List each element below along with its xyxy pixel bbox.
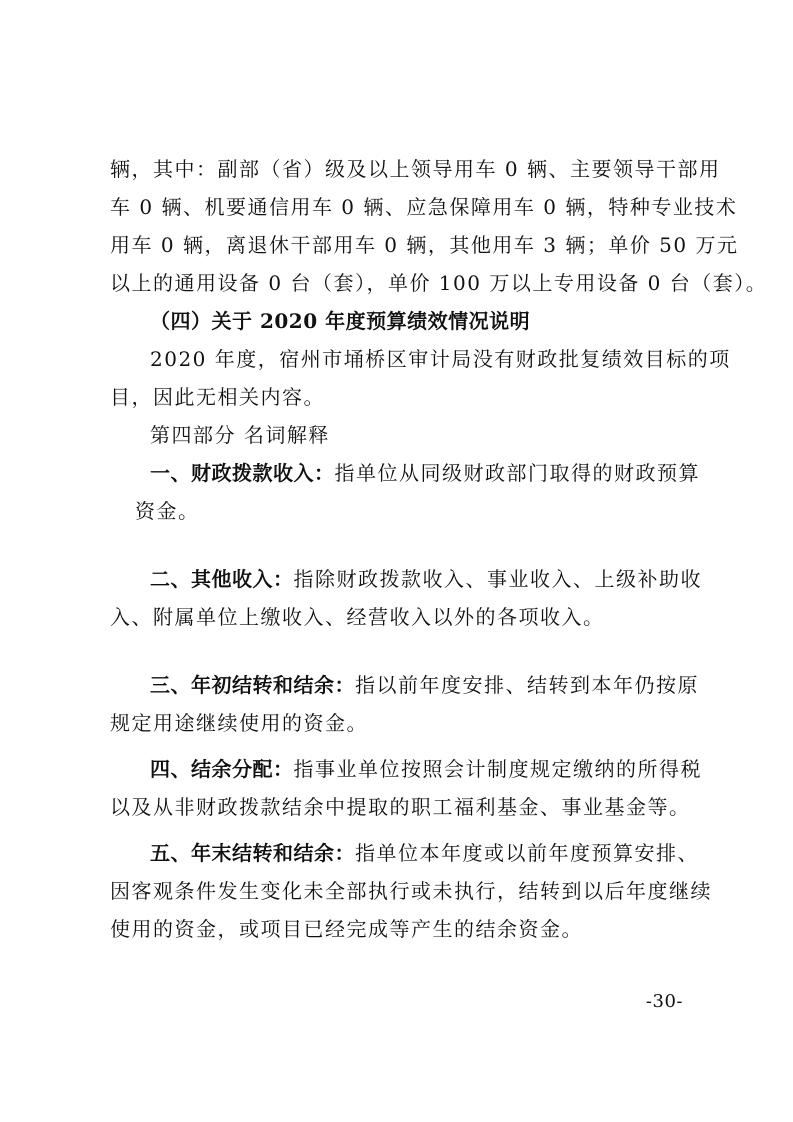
term-first-line [110,454,700,492]
page-number: -30- [645,991,683,1012]
term-definition [110,454,700,530]
term-first-line [110,560,702,598]
term-label: 四、结余分配： [150,757,294,781]
spacer [110,636,694,666]
term-label: 二、其他收入： [150,567,294,591]
paragraph-line: 目，因此无相关内容。 [110,385,325,409]
paragraph-line: 用车 0 辆，离退休干部用车 0 辆，其他用车 3 辆；单价 50 万元 [110,233,739,257]
paragraph-line: 资金。 [135,499,200,523]
term-first-line [110,666,699,704]
paragraph-line: 规定用途继续使用的资金。 [110,711,368,735]
spacer [110,530,694,560]
paragraph-line: 车 0 辆、机要通信用车 0 辆、应急保障用车 0 辆，特种专业技术 [110,195,738,219]
paragraph-line: 以上的通用设备 0 台（套），单价 100 万以上专用设备 0 台（套）。 [110,271,768,295]
performance-paragraph [110,340,731,416]
paragraph-line: 辆，其中：副部（省）级及以上领导用车 0 辆、主要领导干部用 [110,157,721,181]
vehicles-paragraph [110,150,768,302]
term-definition [110,560,702,636]
spacer [110,742,694,750]
paragraph-line: 2020 年度，宿州市埇桥区审计局没有财政批复绩效目标的项 [150,347,731,371]
term-label: 五、年末结转和结余： [150,841,355,865]
term-text: 指除财政拨款收入、事业收入、上级补助收 [293,567,702,591]
part-four-heading: 第四部分 名词解释 [150,423,330,447]
paragraph-line: 使用的资金，或项目已经完成等产生的结余资金。 [110,917,583,941]
term-definition [110,750,702,826]
term-label: 一、财政拨款收入： [150,461,335,485]
term-first-line [110,834,699,872]
spacer [110,826,694,834]
paragraph-line: 以及从非财政拨款结余中提取的职工福利基金、事业基金等。 [110,795,691,819]
term-definition [110,834,712,948]
term-text: 指事业单位按照会计制度规定缴纳的所得税 [293,757,702,781]
term-text: 指单位本年度或以前年度预算安排、 [355,841,699,865]
term-text: 指以前年度安排、结转到本年仍按原 [355,673,699,697]
paragraph-line: 入、附属单位上缴收入、经营收入以外的各项收入。 [110,605,605,629]
term-first-line [110,750,702,788]
section-heading-performance: （四）关于 2020 年度预算绩效情况说明 [150,309,531,333]
paragraph-line: 因客观条件发生变化未全部执行或未执行，结转到以后年度继续 [110,879,712,903]
term-definition [110,666,699,742]
page-content [110,150,768,948]
term-label: 三、年初结转和结余： [150,673,355,697]
term-text: 指单位从同级财政部门取得的财政预算 [334,461,700,485]
